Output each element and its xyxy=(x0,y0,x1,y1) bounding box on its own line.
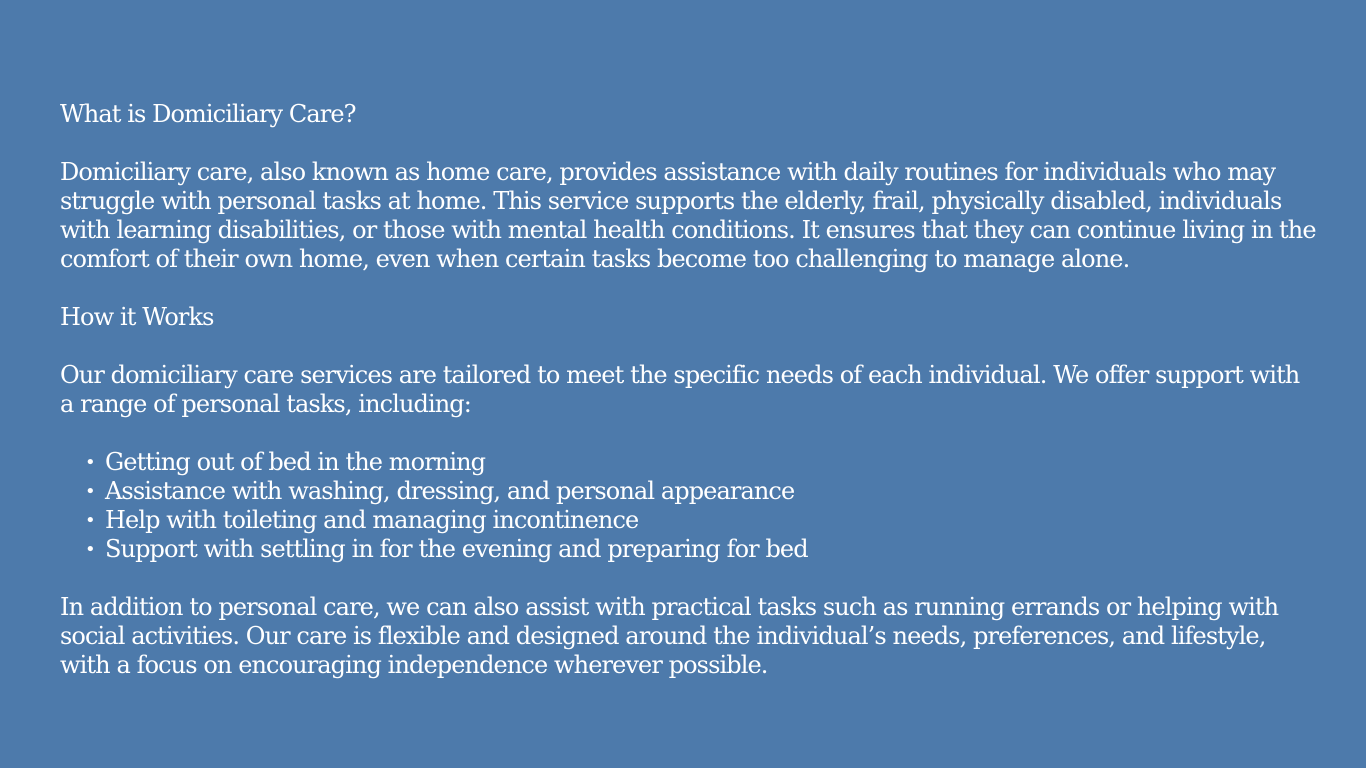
section-heading-what-is: What is Domiciliary Care? xyxy=(60,100,356,128)
list-item xyxy=(85,535,1316,564)
main-content xyxy=(60,100,1316,680)
task-list xyxy=(60,448,1316,564)
bullet-icon: • xyxy=(85,539,95,560)
bullet-icon: • xyxy=(85,510,95,531)
list-item xyxy=(85,448,1316,477)
list-item xyxy=(85,506,1316,535)
spacer xyxy=(60,419,1316,448)
list-item-text: Help with toileting and managing incontinence xyxy=(105,506,639,534)
list-item-text: Assistance with washing, dressing, and personal appearance xyxy=(105,477,795,505)
services-paragraph: Our domiciliary care services are tailored to meet the specific needs of each individual. We offer support with a range of personal tasks, including: xyxy=(60,361,1300,418)
spacer xyxy=(60,274,1316,303)
section-heading-how-it-works: How it Works xyxy=(60,303,214,331)
spacer xyxy=(60,332,1316,361)
spacer xyxy=(60,564,1316,593)
spacer xyxy=(60,129,1316,158)
list-item-text: Getting out of bed in the morning xyxy=(105,448,486,476)
bullet-icon: • xyxy=(85,481,95,502)
bullet-icon: • xyxy=(85,452,95,473)
intro-paragraph: Domiciliary care, also known as home care, provides assistance with daily routines for individuals who may struggle with personal tasks at home. This service supports the elderly, frail, physically disabled, individuals with learning disabilities, or those with mental health conditions. It ensures that they can continue living in the comfort of their own home, even when certain tasks become too challenging to manage alone. xyxy=(60,158,1316,273)
list-item xyxy=(85,477,1316,506)
list-item-text: Support with settling in for the evening and preparing for bed xyxy=(105,535,808,563)
closing-paragraph: In addition to personal care, we can also assist with practical tasks such as running errands or helping with social activities. Our care is flexible and designed around the individual’s needs, preferences, and lifestyle, with a focus on encouraging independence wherever possible. xyxy=(60,593,1279,679)
